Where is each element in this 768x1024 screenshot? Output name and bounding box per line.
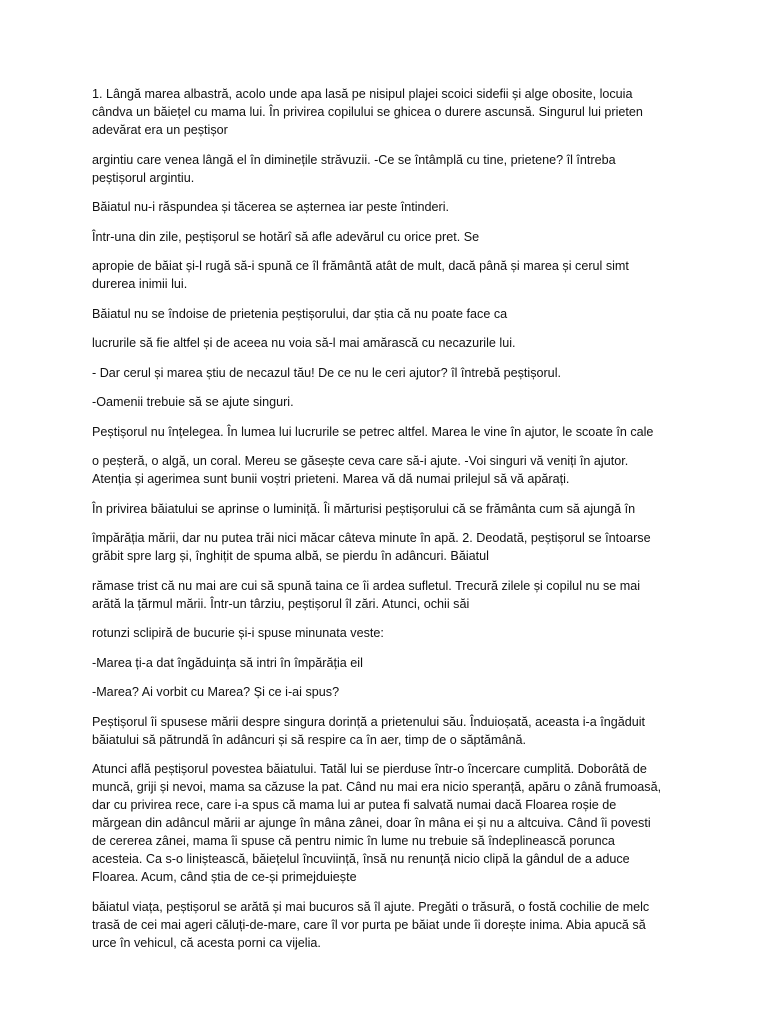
paragraph-14: rămase trist că nu mai are cui să spună taina ce îi ardea sufletul. Trecură zilele și copilul nu se mai arătă la țărmul mării. Într-un târziu, peștișorul îl zări. Atunci, ochii săi bbox=[92, 578, 641, 611]
paragraph-12: În privirea băiatului se aprinse o luminiță. Îi mărturisi peștișorului că se frământa cum să ajungă în bbox=[92, 501, 636, 516]
paragraph-6: Băiatul nu se îndoise de prietenia peștișorului, dar știa că nu poate face ca bbox=[92, 306, 508, 321]
document-body bbox=[92, 85, 666, 963]
paragraph-18: Peștișorul îi spusese mării despre singura dorință a prietenului său. Înduioșată, aceasta i-a îngăduit băiatului să pătrundă în adâncuri și să respire ca în aer, timp de o săptămână. bbox=[92, 714, 646, 747]
paragraph-20: băiatul viața, peștișorul se arătă și mai bucuros să îl ajute. Pregăti o trăsură, o fostă cochilie de melc trasă de cei mai ageri căluți-de-mare, care îl vor purta pe băiat unde îi dorește inima. Abia apucă să urce în vehicul, că acesta porni ca vijelia. bbox=[92, 899, 650, 950]
paragraph-7: lucrurile să fie altfel și de aceea nu voia să-l mai amărască cu necazurile lui. bbox=[92, 336, 516, 350]
paragraph-11: o peșteră, o algă, un coral. Mereu se găsește ceva care să-i ajute. -Voi singuri vă veniți în ajutor. Atenția și agerimea sunt bunii voștri prieteni. Marea vă dă numai prilejul să vă apărați. bbox=[92, 454, 629, 486]
paragraph-1: 1. Lângă marea albastră, acolo unde apa lasă pe nisipul plajei scoici sidefii și alge obosite, locuia cândva un băiețel cu mama lui. În privirea copilului se ghicea o durere ascunsă. Singurul lui prieten adevărat era un peștișor bbox=[92, 87, 643, 137]
paragraph-15: rotunzi sclipiră de bucurie și-i spuse minunata veste: bbox=[92, 626, 384, 640]
paragraph-4: Într-una din zile, peștișorul se hotărî să afle adevărul cu orice pret. Se bbox=[92, 229, 480, 244]
paragraph-17: -Marea? Ai vorbit cu Marea? Și ce i-ai spus? bbox=[92, 685, 340, 699]
paragraph-13: împărăția mării, dar nu putea trăi nici măcar câteva minute în apă. 2. Deodată, peștișorul se întoarse grăbit spre larg și, înghițit de spuma albă, se pierdu în adâncuri. Băiatul bbox=[92, 531, 651, 563]
paragraph-19: Atunci află peștișorul povestea băiatului. Tatăl lui se pierduse într-o încercare cumplită. Doborâtă de muncă, griji și nevoi, mama sa căzuse la pat. Când nu mai era nicio speranță, apăru o zână frumoasă, dar cu privirea rece, care i-a spus că mama lui ar putea fi salvată numai dacă Floarea roșie de mărgean din adâncul mării ar ajunge în mâna zânei, doar în mâna ei și nu a altcuiva. Când îi povesti de cererea zânei, mama îi spuse că pentru nimic în lume nu trebuie să îndeplinească porunca acesteia. Ca s-o liniștească, băiețelul încuviință, însă nu renunță nicio clipă la gândul de a aduce Floarea. Acum, când știa de ce-și primejduiește bbox=[92, 762, 662, 884]
paragraph-16: -Marea ți-a dat îngăduința să intri în împărăția eil bbox=[92, 655, 363, 670]
paragraph-8: - Dar cerul și marea știu de necazul tău! De ce nu le ceri ajutor? îl întrebă peștișorul. bbox=[92, 365, 561, 380]
paragraph-9: -Oamenii trebuie să se ajute singuri. bbox=[92, 395, 294, 409]
paragraph-5: apropie de băiat și-l rugă să-i spună ce îl frământă atât de mult, dacă până și marea și cerul simt durerea inimii lui. bbox=[92, 259, 629, 291]
paragraph-3: Băiatul nu-i răspundea și tăcerea se așternea iar peste întinderi. bbox=[92, 200, 450, 214]
paragraph-2: argintiu care venea lângă el în diminețile străvuzii. -Ce se întâmplă cu tine, prietene? îl întreba peștișorul argintiu. bbox=[92, 152, 616, 185]
paragraph-10: Peștișorul nu înțelegea. În lumea lui lucrurile se petrec altfel. Marea le vine în ajutor, le scoate în cale bbox=[92, 424, 654, 439]
